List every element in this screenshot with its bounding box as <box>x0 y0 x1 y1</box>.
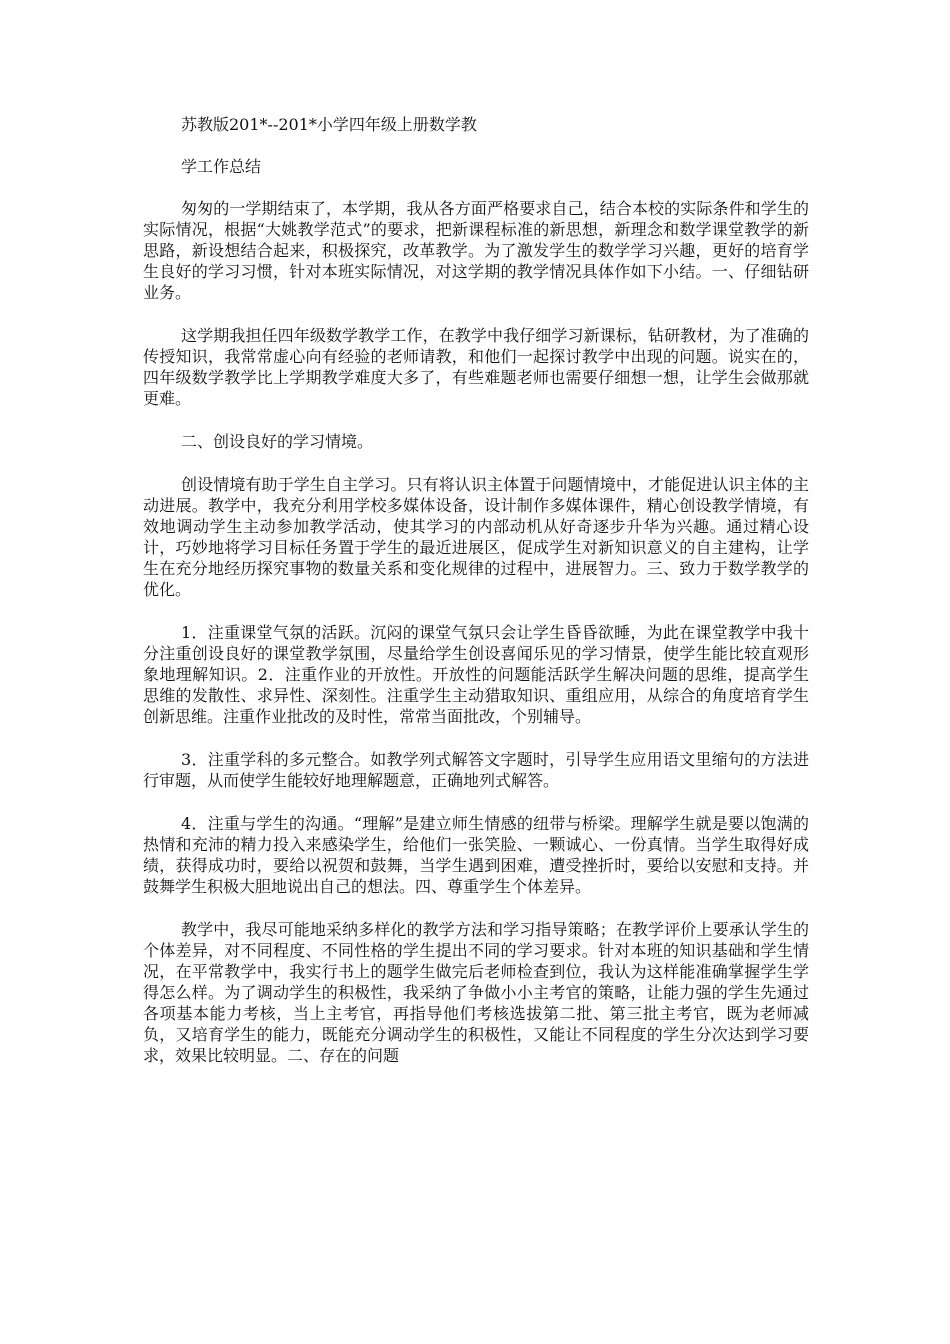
paragraph-study-curriculum: 这学期我担任四年级数学教学工作，在教学中我仔细学习新课标，钻研教材，为了准确的传授知识，我常常虚心向有经验的老师请教，和他们一起探讨教学中出现的问题。说实在的，四年级数学教学比上学期教学难度大多了，有些难题老师也需要仔细想一想，让学生会做那就更难。 <box>143 326 809 408</box>
document-body <box>143 114 809 1088</box>
document-title-line-2: 学工作总结 <box>181 157 262 176</box>
paragraph-classroom-atmosphere: 1．注重课堂气氛的活跃。沉闷的课堂气氛只会让学生昏昏欲睡，为此在课堂教学中我十分注重创设良好的课堂教学氛围，尽量给学生创设喜闻乐见的学习情景，使学生能比较直观形象地理解知识。2．注重作业的开放性。开放性的问题能活跃学生解决问题的思维，提高学生思维的发散性、求异性、深刻性。注重学生主动猎取知识、重组应用，从综合的角度培育学生创新思维。注重作业批改的及时性，常常当面批改，个别辅导。 <box>143 623 809 726</box>
paragraph-individual-differences: 教学中，我尽可能地采纳多样化的教学方法和学习指导策略；在教学评价上要承认学生的个体差异，对不同程度、不同性格的学生提出不同的学习要求。针对本班的知识基础和学生情况，在平常教学中，我实行书上的题学生做完后老师检查到位，我认为这样能准确掌握学生学得怎么样。为了调动学生的积极性，我采纳了争做小小主考官的策略，让能力强的学生先通过各项基本能力考核，当上主考官，再指导他们考核选拔第二批、第三批主考官，既为老师减负，又培育学生的能力，既能充分调动学生的积极性，又能让不同程度的学生分次达到学习要求，效果比较明显。二、存在的问题 <box>143 920 809 1065</box>
section-heading-learning-context: 二、创设良好的学习情境。 <box>181 432 374 451</box>
paragraph-subject-integration: 3．注重学科的多元整合。如教学列式解答文字题时，引导学生应用语文里缩句的方法进行审题，从而使学生能较好地理解题意，正确地列式解答。 <box>143 750 809 790</box>
paragraph-communication: 4．注重与学生的沟通。“理解”是建立师生情感的纽带与桥梁。理解学生就是要以饱满的热情和充沛的精力投入来感染学生，给他们一张笑脸、一颗诚心、一份真情。当学生取得好成绩，获得成功时，要给以祝贺和鼓舞，当学生遇到困难，遭受挫折时，要给以安慰和支持。并鼓舞学生积极大胆地说出自己的想法。四、尊重学生个体差异。 <box>143 814 809 896</box>
paragraph-learning-context: 创设情境有助于学生自主学习。只有将认识主体置于问题情境中，才能促进认识主体的主动进展。教学中，我充分利用学校多媒体设备，设计制作多媒体课件，精心创设教学情境，有效地调动学生主动参加教学活动，使其学习的内部动机从好奇逐步升华为兴趣。通过精心设计，巧妙地将学习目标任务置于学生的最近进展区，促成学生对新知识意义的自主建构，让学生在充分地经历探究事物的数量关系和变化规律的过程中，进展智力。三、致力于数学教学的优化。 <box>143 475 809 599</box>
paragraph-intro: 匆匆的一学期结束了，本学期，我从各方面严格要求自己，结合本校的实际条件和学生的实际情况，根据“大姚教学范式”的要求，把新课程标准的新思想，新理念和数学课堂教学的新思路，新设想结合起来，积极探究，改革教学。为了激发学生的数学学习兴趣，更好的培育学生良好的学习习惯，针对本班实际情况，对这学期的教学情况具体作如下小结。一、仔细钻研业务。 <box>143 199 809 302</box>
document-title-line-1: 苏教版201*--201*小学四年级上册数学教 <box>181 115 477 134</box>
